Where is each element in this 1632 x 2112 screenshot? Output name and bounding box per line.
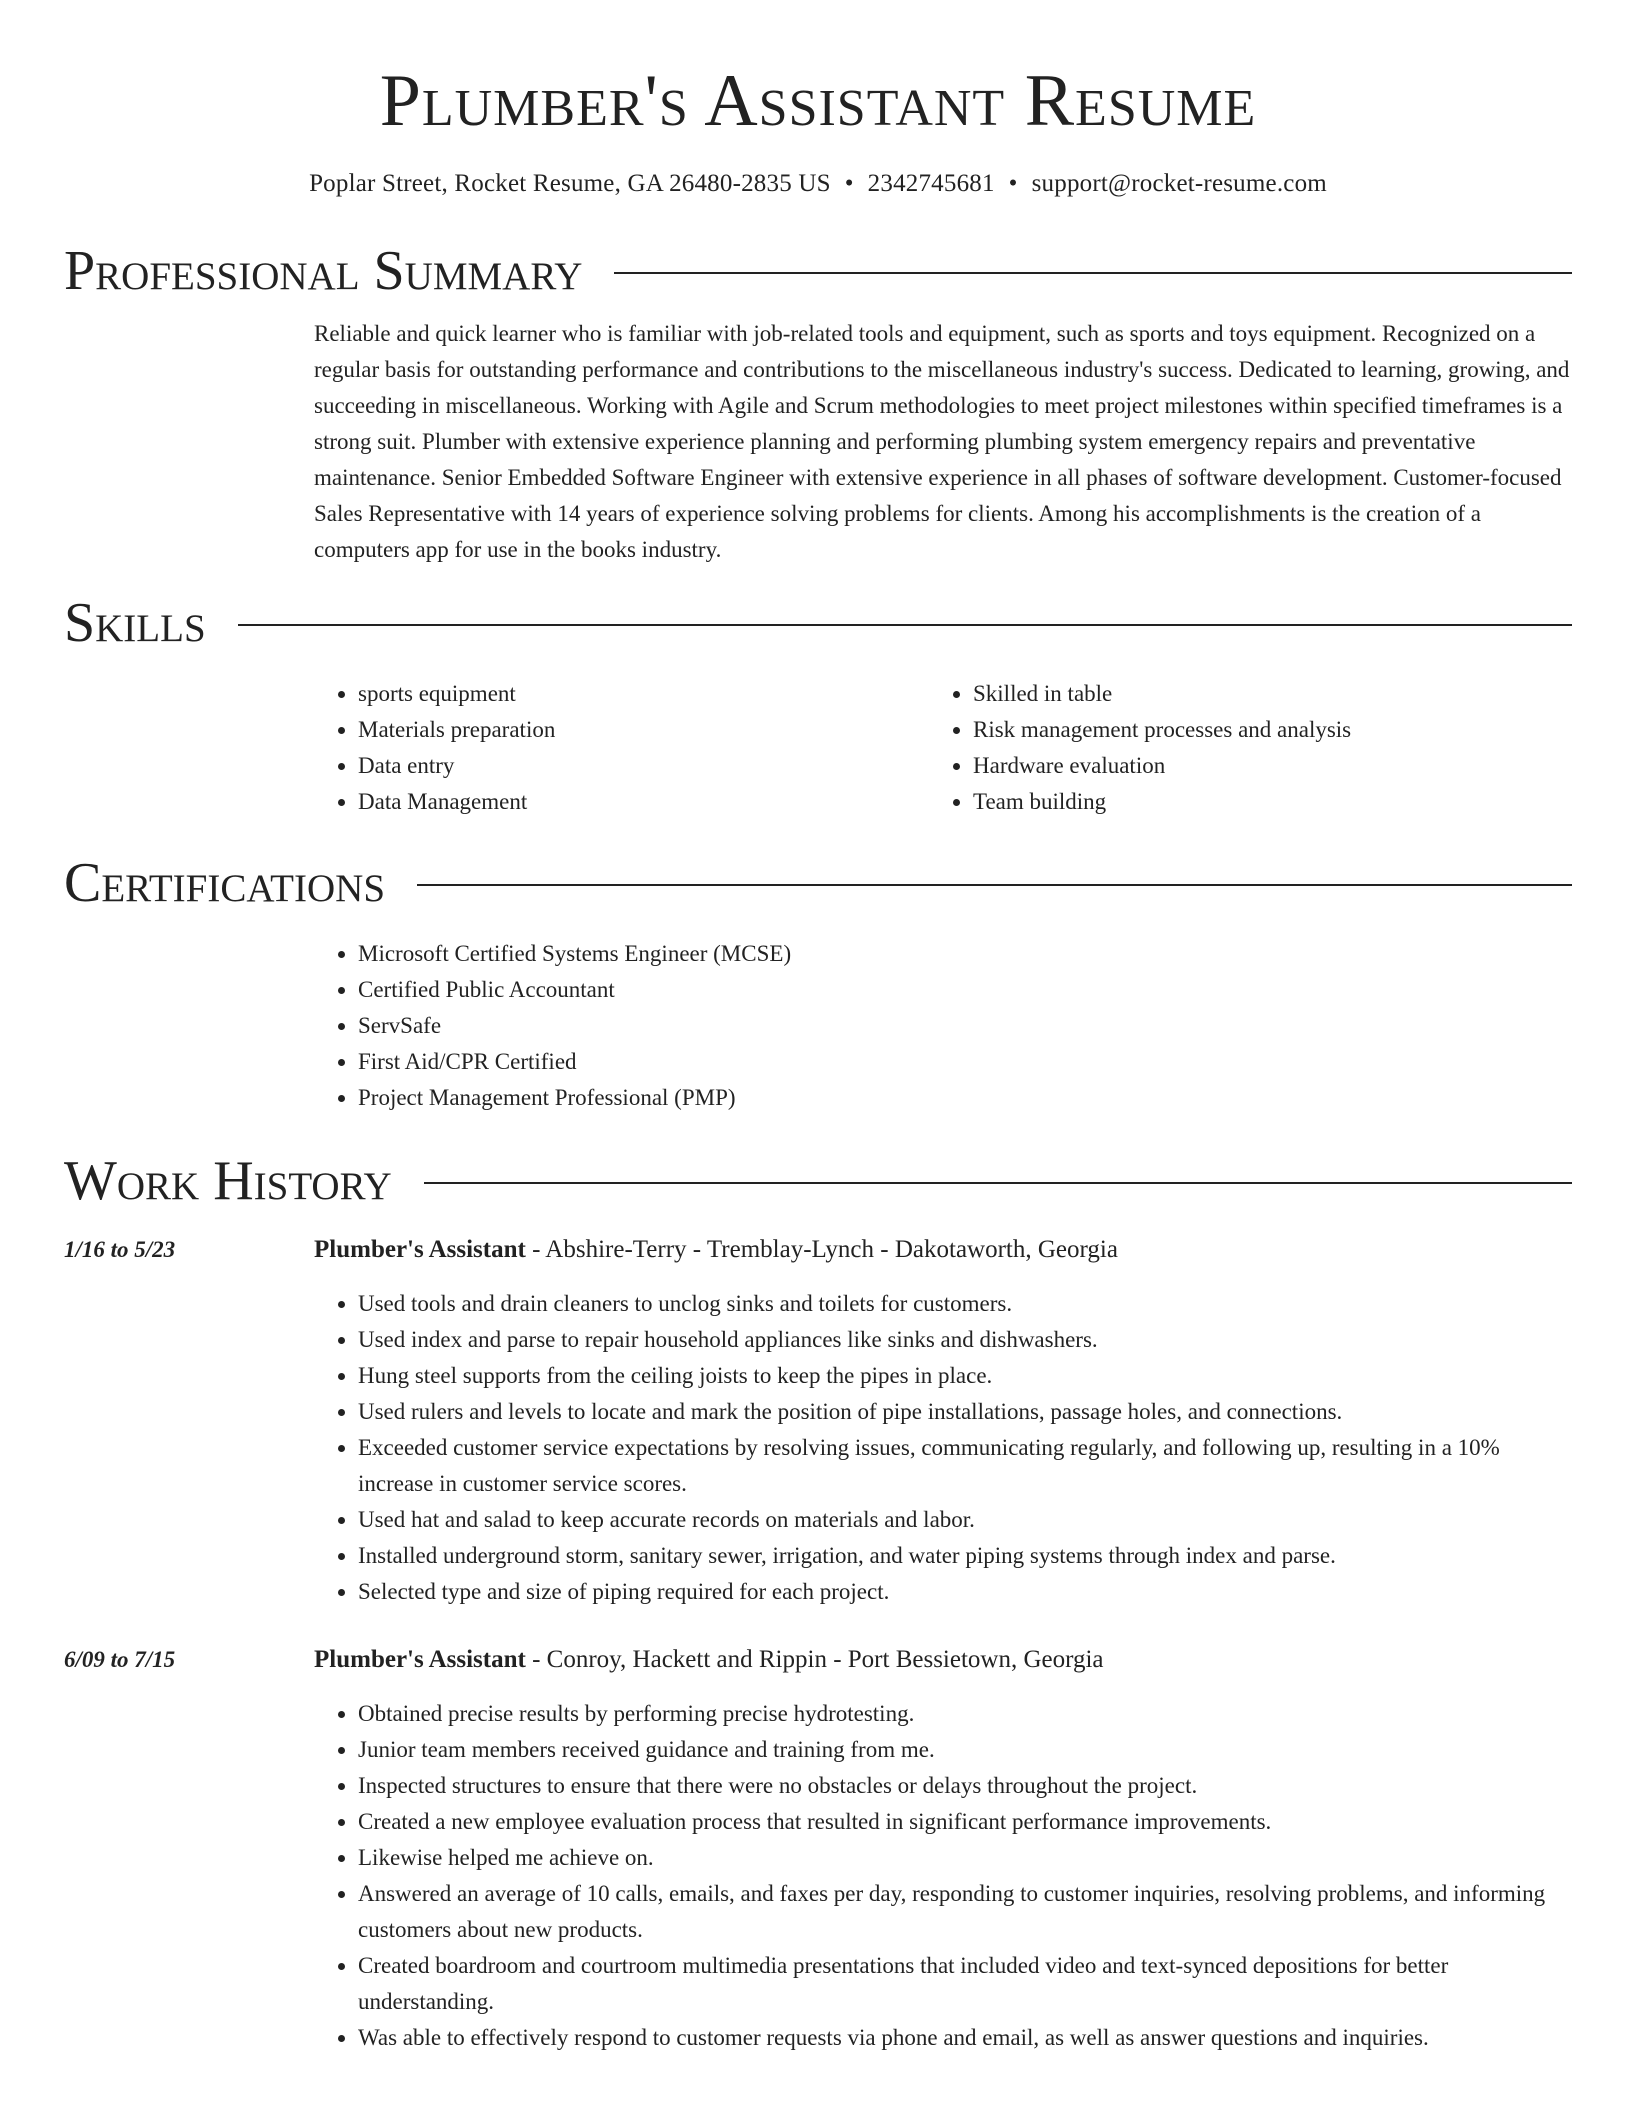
job-content [314, 1642, 1572, 2056]
work-history-heading: Work History [64, 1150, 392, 1212]
job-role: Plumber's Assistant [314, 1236, 526, 1263]
skills-list-left [314, 676, 929, 820]
job-details: - Abshire-Terry - Tremblay-Lynch - Dakotaworth, Georgia [525, 1236, 1118, 1263]
certification-item: • Certified Public Accountant [358, 972, 1572, 1008]
section-divider [614, 272, 1572, 274]
job-bullet: • Hung steel supports from the ceiling joists to keep the pipes in place. [358, 1358, 1572, 1394]
skill-item: • Materials preparation [358, 712, 929, 748]
skill-item: • Risk management processes and analysis [973, 712, 1544, 748]
job-bullet: • Used tools and drain cleaners to unclog sinks and toilets for customers. [358, 1286, 1572, 1322]
job-bullets [314, 1696, 1572, 2056]
job-bullet: • Obtained precise results by performing precise hydrotesting. [358, 1696, 1572, 1732]
skill-item: • Hardware evaluation [973, 748, 1544, 784]
job-entry [64, 1232, 1572, 1610]
job-bullet: • Used hat and salad to keep accurate records on materials and labor. [358, 1502, 1572, 1538]
job-bullets [314, 1286, 1572, 1610]
job-bullet: • Installed underground storm, sanitary sewer, irrigation, and water piping systems through index and parse. [358, 1538, 1572, 1574]
certification-item: • Microsoft Certified Systems Engineer (MCSE) [358, 936, 1572, 972]
job-bullet: • Likewise helped me achieve on. [358, 1840, 1572, 1876]
certifications-list [314, 936, 1572, 1116]
skills-column-left [314, 676, 929, 820]
certifications-heading: Certifications [64, 852, 386, 914]
job-role: Plumber's Assistant [314, 1646, 526, 1673]
skill-item: • Skilled in table [973, 676, 1544, 712]
section-header [64, 588, 1572, 658]
job-bullet: • Created boardroom and courtroom multimedia presentations that included video and text-synced depositions for better understanding. [358, 1948, 1572, 2020]
phone: 2342745681 [867, 170, 995, 197]
job-bullet: • Selected type and size of piping required for each project. [358, 1574, 1572, 1610]
certifications-section [64, 848, 1572, 1116]
contact-separator: • [844, 170, 854, 197]
summary-heading: Professional Summary [64, 240, 583, 302]
job-dates: 1/16 to 5/23 [64, 1237, 176, 1262]
section-header [64, 236, 1572, 306]
job-heading [314, 1642, 1572, 1678]
email[interactable]: support@rocket-resume.com [1031, 170, 1327, 197]
certifications-body [314, 936, 1572, 1116]
section-divider [417, 884, 1572, 886]
address: Poplar Street, Rocket Resume, GA 26480-2835 US [309, 170, 831, 197]
summary-section [64, 236, 1572, 568]
section-header [64, 848, 1572, 918]
certification-item: • Project Management Professional (PMP) [358, 1080, 1572, 1116]
contact-line [64, 170, 1572, 198]
resume-title: Plumber's Assistant Resume [379, 60, 1257, 142]
section-divider [424, 1182, 1572, 1184]
job-bullet: • Created a new employee evaluation process that resulted in significant performance improvements. [358, 1804, 1572, 1840]
job-bullet: • Inspected structures to ensure that there were no obstacles or delays throughout the project. [358, 1768, 1572, 1804]
summary-body [314, 316, 1572, 568]
skill-item: • Team building [973, 784, 1544, 820]
skill-item: • Data entry [358, 748, 929, 784]
certification-item: • First Aid/CPR Certified [358, 1044, 1572, 1080]
job-content [314, 1232, 1572, 1610]
job-entry [64, 1642, 1572, 2056]
skills-heading: Skills [64, 592, 206, 654]
job-bullet: • Was able to effectively respond to customer requests via phone and email, as well as answer questions and inquiries. [358, 2020, 1572, 2056]
job-bullet: • Used index and parse to repair household appliances like sinks and dishwashers. [358, 1322, 1572, 1358]
job-bullet: • Used rulers and levels to locate and mark the position of pipe installations, passage holes, and connections. [358, 1394, 1572, 1430]
skills-column-right [929, 676, 1544, 820]
section-header [64, 1146, 1572, 1216]
work-history-section [64, 1146, 1572, 2056]
job-dates: 6/09 to 7/15 [64, 1647, 176, 1672]
skills-grid [314, 676, 1572, 820]
skill-item: • sports equipment [358, 676, 929, 712]
skills-list-right [929, 676, 1544, 820]
skill-item: • Data Management [358, 784, 929, 820]
job-heading [314, 1232, 1572, 1268]
skills-section [64, 588, 1572, 820]
section-divider [238, 624, 1572, 626]
contact-separator: • [1008, 170, 1018, 197]
skills-body [314, 676, 1572, 820]
certification-item: • ServSafe [358, 1008, 1572, 1044]
job-bullet: • Answered an average of 10 calls, emails, and faxes per day, responding to customer inquiries, resolving problems, and informing customers about new products. [358, 1876, 1572, 1948]
summary-text: Reliable and quick learner who is familiar with job-related tools and equipment, such as sports and toys equipment. Recognized on a regular basis for outstanding performance and contributions to the miscellaneous industry's success. Dedicated to learning, growing, and succeeding in miscellaneous. Working with Agile and Scrum methodologies to meet project milestones within specified timeframes is a strong suit. Plumber with extensive experience planning and performing plumbing system emergency repairs and preventative maintenance. Senior Embedded Software Engineer with extensive experience in all phases of software development. Customer-focused Sales Representative with 14 years of experience solving problems for clients. Among his accomplishments is the creation of a computers app for use in the books industry. [314, 321, 1570, 562]
job-bullet: • Exceeded customer service expectations by resolving issues, communicating regularly, and following up, resulting in a 10% increase in customer service scores. [358, 1430, 1572, 1502]
job-bullet: • Junior team members received guidance and training from me. [358, 1732, 1572, 1768]
job-details: - Conroy, Hackett and Rippin - Port Bessietown, Georgia [525, 1646, 1104, 1673]
